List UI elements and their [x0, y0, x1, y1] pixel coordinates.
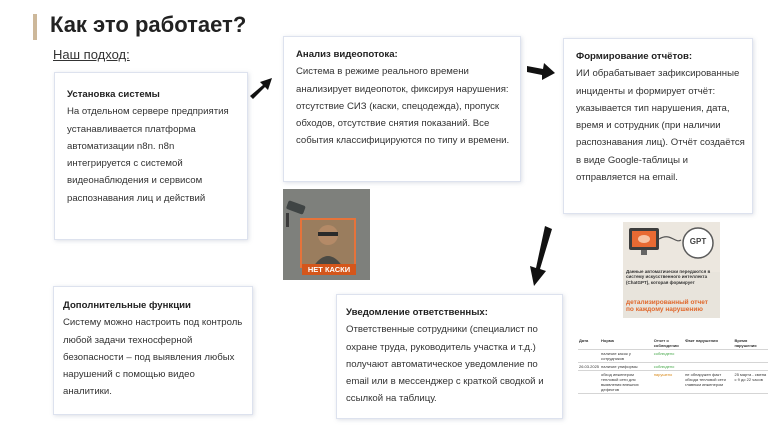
gpt-caption: Данные автоматически передаются в систему искусственного интеллекта (ChatGPT), которая формирует	[626, 269, 711, 285]
card-text: ИИ обрабатывает зафиксированные инциденты и формирует отчёт: указывается тип нарушения, дата, время и сотрудник (при наличии распознавания лиц). Отчёт создаётся в виде Google-таблицы и отправляется на email.	[576, 68, 745, 184]
page-subtitle: Наш подход:	[53, 47, 130, 62]
arrow-right-icon	[526, 60, 556, 82]
arrow-down-left-icon	[527, 225, 555, 287]
card-title: Дополнительные функции	[63, 300, 191, 311]
table-cell: 25 марта - смена с 9 до 22 часов	[734, 371, 768, 394]
table-header-cell: Факт нарушения	[684, 337, 733, 350]
table-cell	[578, 350, 600, 363]
table-header-cell: Дата	[578, 337, 600, 350]
arrow-up-right-icon	[248, 76, 274, 100]
table-header-cell: Время нарушения	[734, 337, 768, 350]
gpt-highlight: детализированный отчет по каждому нарушению	[626, 299, 708, 313]
table-row	[578, 371, 768, 394]
table-cell: нарушено	[653, 371, 684, 394]
table-cell: не обнаружен факт обхода тепловой сети главным инженером	[684, 371, 733, 394]
card-title: Формирование отчётов:	[576, 51, 693, 62]
card-notification	[336, 294, 563, 419]
table-header-cell: Норма	[600, 337, 653, 350]
card-text: Система в режиме реального времени анализирует видеопоток, фиксируя нарушения: отсутствие СИЗ (каски, спецодежда), пропуск обходов, отсутствие снятия показаний. Все события классифицируются по типу и времени.	[296, 66, 510, 147]
card-text: На отдельном сервере предприятия устанавливается платформа автоматизации n8n. n8n интегрируется с системой видеонаблюдения и сервисом распознавания лиц и действий	[67, 106, 229, 204]
table-cell: обход инженером тепловой сети для выявления внешних дефектов	[600, 371, 653, 394]
table-header-cell: Отчет о соблюдении	[653, 337, 684, 350]
table-row	[578, 363, 768, 371]
table-cell: соблюдено	[653, 350, 684, 363]
table-cell: наличие касок у сотрудников	[600, 350, 653, 363]
table-cell: соблюдено	[653, 363, 684, 371]
report-table	[578, 337, 768, 394]
table-cell	[684, 350, 733, 363]
table-row	[578, 350, 768, 363]
table-cell	[734, 363, 768, 371]
title-accent-bar	[33, 14, 37, 40]
ai-monitor-icon	[623, 222, 720, 272]
card-text: Систему можно настроить под контроль любой задачи техносферной безопасности – под выявления любых нарушений с помощью видео аналитики.	[63, 317, 243, 398]
table-cell	[578, 371, 600, 394]
card-text: Ответственные сотрудники (специалист по охране труда, руководитель участка и т.д.) получают автоматическое уведомление по email или в мессенджер с краткой сводкой и ссылкой на таблицу.	[346, 324, 544, 405]
table-cell: 26.03.2025	[579, 364, 600, 369]
table-header-row	[578, 337, 768, 350]
table-cell	[734, 350, 768, 363]
card-additional-functions	[53, 286, 253, 415]
gpt-label: GPT	[689, 237, 707, 246]
cctv-violation-image	[283, 189, 370, 280]
no-helmet-badge: НЕТ КАСКИ	[302, 264, 356, 275]
page-title: Как это работает?	[50, 12, 247, 37]
card-title: Уведомление ответственных:	[346, 307, 488, 318]
card-title: Анализ видеопотока:	[296, 49, 398, 60]
card-video-analysis	[283, 36, 521, 182]
table-cell	[684, 363, 733, 371]
table-cell: наличие униформы	[600, 363, 653, 371]
card-title: Установка системы	[67, 89, 160, 100]
gpt-report-image	[623, 222, 720, 318]
card-system-installation	[54, 72, 248, 240]
card-report-generation	[563, 38, 753, 214]
